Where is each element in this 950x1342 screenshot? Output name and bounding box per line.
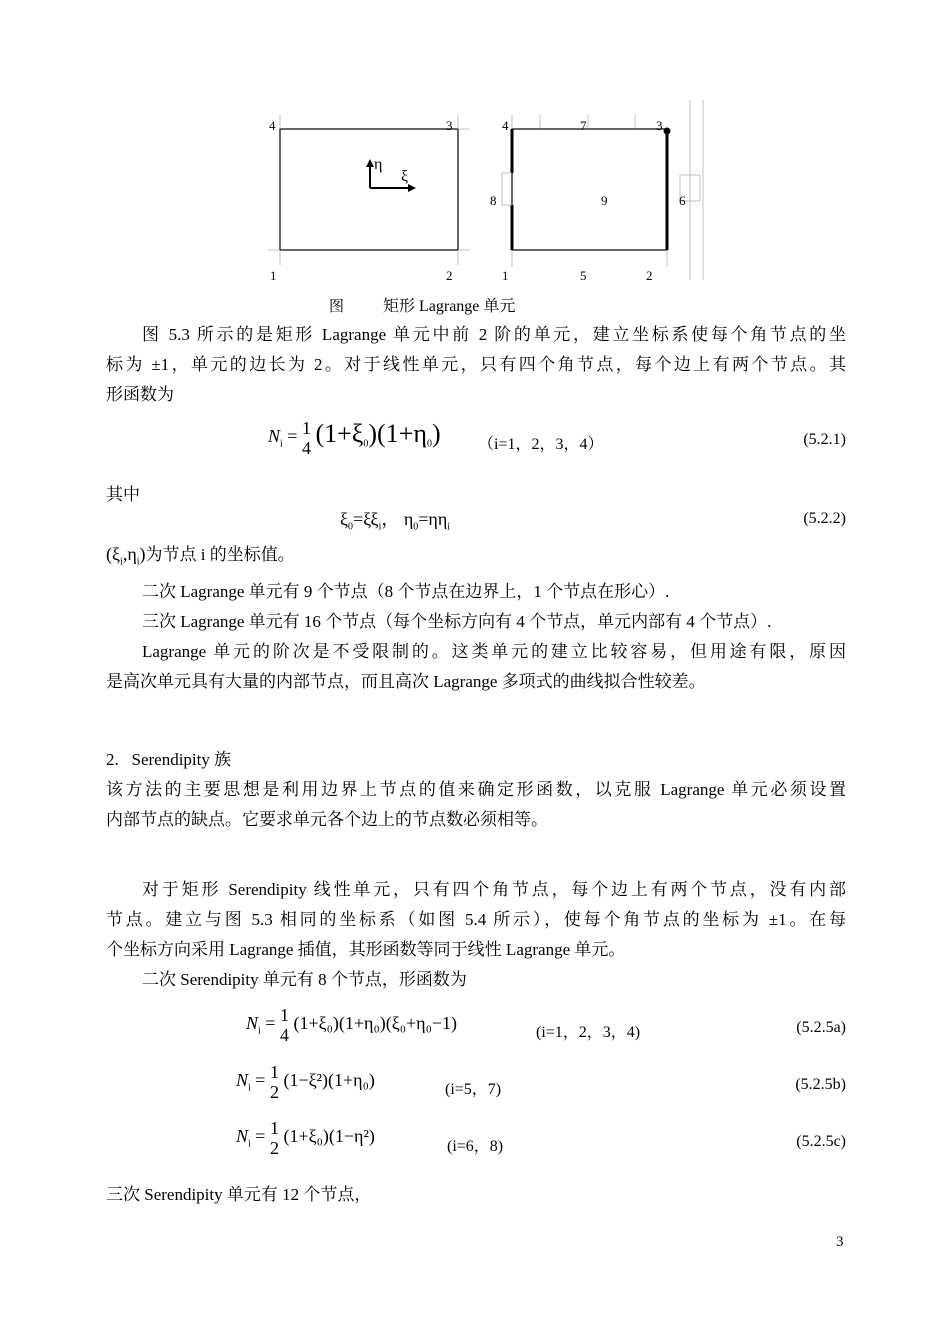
equation-5-2-2-number: (5.2.2) bbox=[803, 510, 846, 527]
right-node-7: 7 bbox=[580, 118, 587, 133]
equation-5-2-5b-number: (5.2.5b) bbox=[795, 1076, 846, 1093]
right-node-9: 9 bbox=[601, 193, 608, 208]
right-node-1: 1 bbox=[502, 268, 509, 283]
coordinate-description: $(\xi_i,\eta_i)$为节点 i 的坐标值。 bbox=[106, 544, 295, 568]
equation-5-2-5a-number: (5.2.5a) bbox=[796, 1019, 846, 1036]
equation-5-2-5b-condition: (i=5，7) bbox=[445, 1081, 502, 1098]
text-line: 三次 Lagrange 单元有 16 个节点（每个坐标方向有 4 个节点，单元内部有 4 个节点）. bbox=[142, 612, 772, 631]
lagrange-element-figure bbox=[250, 95, 720, 290]
right-node-3: 3 bbox=[656, 118, 663, 133]
equation-5-2-2: $\xi_0=\xi\xi_i$， $\eta_0=\eta\eta_i$ bbox=[340, 509, 451, 533]
text-line: 标为 ±1，单元的边长为 2。对于线性单元，只有四个角节点，每个边上有两个节点。其 bbox=[106, 355, 846, 374]
section-heading: 2. Serendipity 族 bbox=[106, 750, 232, 769]
equation-5-2-1: $N_i$ = 1 4 $(1+\xi_0)(1+\eta_0)$ bbox=[268, 418, 441, 458]
text-qizhong: 其中 bbox=[106, 485, 140, 504]
text-line: 图 5.3 所示的是矩形 Lagrange 单元中前 2 阶的单元，建立坐标系使每个角节点的坐 bbox=[142, 325, 846, 344]
equation-5-2-5c-number: (5.2.5c) bbox=[796, 1133, 846, 1150]
eta-axis-label: η bbox=[374, 156, 383, 173]
text-line: 形函数为 bbox=[106, 385, 174, 404]
equation-5-2-5a-condition: (i=1，2，3，4) bbox=[536, 1024, 641, 1041]
text-line: 节点。建立与图 5.3 相同的坐标系（如图 5.4 所示），使每个角节点的坐标为 ±1。在每 bbox=[106, 910, 846, 929]
paragraph-intro bbox=[106, 320, 846, 410]
left-node-1: 1 bbox=[270, 268, 277, 283]
left-node-2: 2 bbox=[446, 268, 453, 283]
figure-caption: 矩形 Lagrange 单元 bbox=[383, 298, 516, 315]
equation-5-2-5b: $N_i$ = 1 2 (1−ξ²)(1+η₀) bbox=[236, 1062, 375, 1102]
text-line: 是高次单元具有大量的内部节点，而且高次 Lagrange 多项式的曲线拟合性较差。 bbox=[106, 672, 706, 691]
left-node-4: 4 bbox=[269, 118, 276, 133]
text-line: 对于矩形 Serendipity 线性单元，只有四个角节点，每个边上有两个节点，没有内部 bbox=[142, 880, 846, 899]
paragraph-serendipity bbox=[106, 775, 846, 835]
right-node-5: 5 bbox=[580, 268, 587, 283]
paragraph-serendipity-linear bbox=[106, 875, 846, 995]
right-element bbox=[502, 100, 703, 280]
equation-5-2-5c: $N_i$ = 1 2 (1+ξ₀)(1−η²) bbox=[236, 1118, 375, 1158]
equation-5-2-5c-condition: (i=6，8) bbox=[447, 1138, 504, 1155]
right-node-2: 2 bbox=[646, 268, 653, 283]
left-node-3: 3 bbox=[446, 118, 453, 133]
right-node-6: 6 bbox=[679, 193, 686, 208]
figure-caption-prefix: 图 bbox=[329, 299, 345, 315]
equation-5-2-1-number: (5.2.1) bbox=[803, 431, 846, 448]
text-line: 二次 Serendipity 单元有 8 个节点，形函数为 bbox=[142, 970, 467, 989]
right-node-4: 4 bbox=[502, 118, 509, 133]
right-node-8: 8 bbox=[490, 193, 497, 208]
equation-5-2-5a: $N_i$ = 1 4 (1+ξ₀)(1+η₀)(ξ₀+η₀−1) bbox=[246, 1005, 457, 1045]
paragraph-lagrange bbox=[106, 577, 846, 697]
text-cubic-serendipity: 三次 Serendipity 单元有 12 个节点， bbox=[106, 1185, 372, 1204]
text-line: Lagrange 单元的阶次是不受限制的。这类单元的建立比较容易，但用途有限，原因 bbox=[142, 642, 846, 661]
xi-axis-label: ξ bbox=[401, 168, 409, 185]
left-element bbox=[268, 115, 470, 265]
text-line: 内部节点的缺点。它要求单元各个边上的节点数必须相等。 bbox=[106, 810, 548, 829]
text-line: 二次 Lagrange 单元有 9 个节点（8 个节点在边界上，1 个节点在形心）. bbox=[142, 582, 670, 601]
page-number: 3 bbox=[836, 1234, 844, 1250]
text-line: 个坐标方向采用 Lagrange 插值，其形函数等同于线性 Lagrange 单元。 bbox=[106, 940, 626, 959]
text-line: 该方法的主要思想是利用边界上节点的值来确定形函数，以克服 Lagrange 单元必须设置 bbox=[106, 780, 846, 799]
equation-5-2-1-condition: （i=1，2，3，4） bbox=[478, 436, 604, 453]
